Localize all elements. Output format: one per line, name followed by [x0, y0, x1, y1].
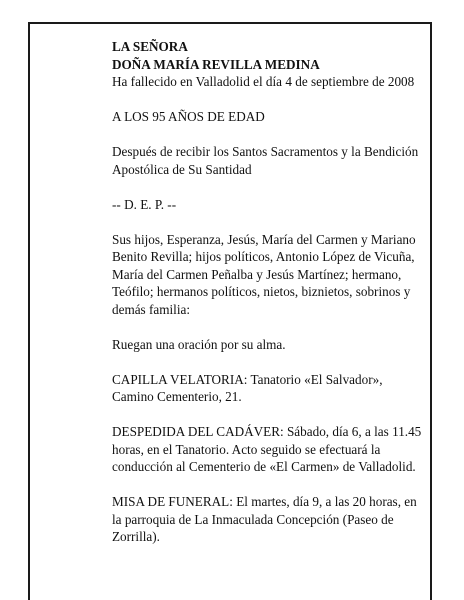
family-statement: Sus hijos, Esperanza, Jesús, María del Carmen y Mariano Benito Revilla; hijos políticos, Antonio López de Vicuña, María del Carmen Peñalba y Jesús Martínez; hermano, Teófilo; hermanos políticos, nietos, biznietos, sobrinos y demás familia: [112, 231, 416, 317]
farewell-info: DESPEDIDA DEL CADÁVER: Sábado, día 6, a las 11.45 horas, en el Tanatorio. Acto seguido se efectuará la conducción al Cementerio de «El Carmen» de Valladolid. [112, 424, 422, 474]
notice-border-right [430, 22, 432, 600]
obituary-notice [112, 38, 422, 563]
chapel-info: CAPILLA VELATORIA: Tanatorio «El Salvador», Camino Cementerio, 21. [112, 371, 383, 404]
death-statement: Ha fallecido en Valladolid el día 4 de septiembre de 2008 [112, 74, 415, 89]
funeral-mass-info: MISA DE FUNERAL: El martes, día 9, a las 20 horas, en la parroquia de La Inmaculada Concepción (Paseo de Zorrilla). [112, 494, 417, 544]
notice-border-left [28, 22, 30, 600]
title-line-1: LA SEÑORA [112, 39, 188, 54]
rip-mark: -- D. E. P. -- [112, 196, 177, 212]
notice-border-top [28, 22, 432, 24]
prayer-request: Ruegan una oración por su alma. [112, 336, 286, 352]
notice-header [112, 38, 422, 91]
age-statement: A LOS 95 AÑOS DE EDAD [112, 109, 265, 124]
sacraments-statement: Después de recibir los Santos Sacramentos y la Bendición Apostólica de Su Santidad [112, 144, 419, 177]
deceased-name: DOÑA MARÍA REVILLA MEDINA [112, 56, 320, 72]
